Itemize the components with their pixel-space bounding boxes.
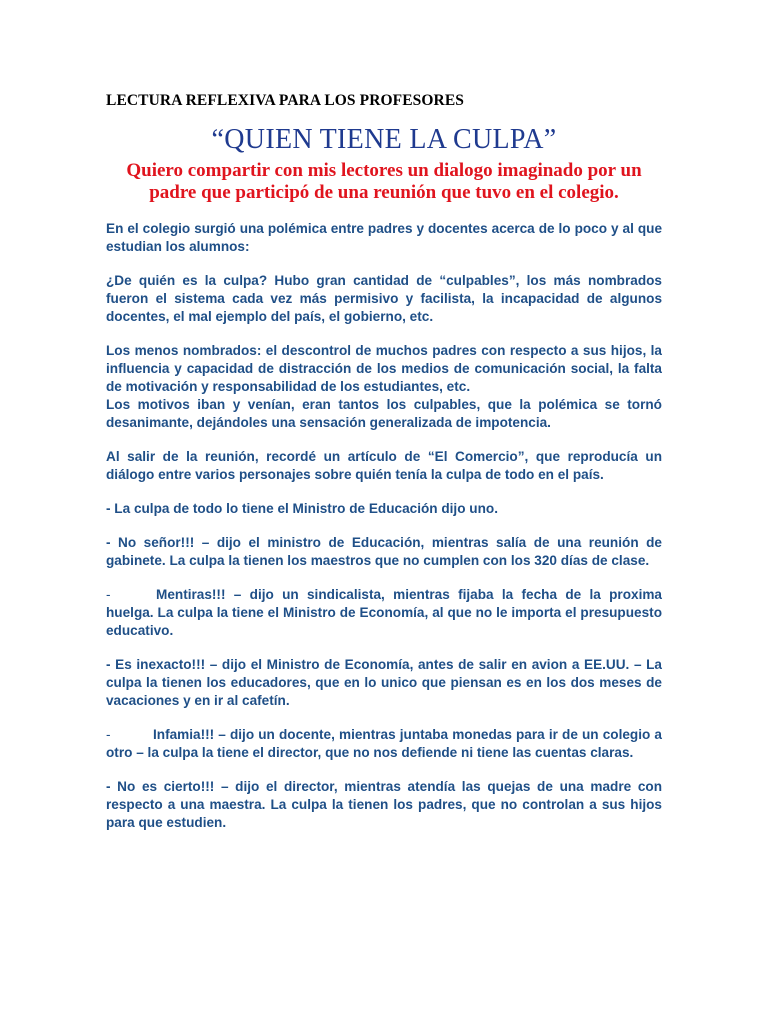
paragraph-intro: En el colegio surgió una polémica entre padres y docentes acerca de lo poco y al que estudian los alumnos: bbox=[106, 221, 662, 254]
document-subtitle: Quiero compartir con mis lectores un dialogo imaginado por un padre que participó de una reunión que tuvo en el colegio. bbox=[126, 160, 642, 203]
paragraph-docente bbox=[106, 726, 662, 762]
document-header: LECTURA REFLEXIVA PARA LOS PROFESORES bbox=[106, 92, 464, 109]
paragraph-no-senor: - No señor!!! – dijo el ministro de Educación, mientras salía de una reunión de gabinete. La culpa la tienen los maestros que no cumplen con los 320 días de clase. bbox=[106, 535, 662, 568]
paragraph-comercio: Al salir de la reunión, recordé un artículo de “El Comercio”, que reproducía un diálogo entre varios personajes sobre quién tenía la culpa de todo en el país. bbox=[106, 449, 662, 482]
paragraph-economia: - Es inexacto!!! – dijo el Ministro de Economía, antes de salir en avion a EE.UU. – La culpa la tienen los educadores, que en lo unico que piensan es en los dos meses de vacaciones y en ir al cafetín. bbox=[106, 657, 662, 708]
paragraph-ministro-educacion: - La culpa de todo lo tiene el Ministro de Educación dijo uno. bbox=[106, 501, 498, 516]
paragraph-motivos: Los motivos iban y venían, eran tantos los culpables, que la polémica se tornó desanimante, dejándoles una sensación generalizada de impotencia. bbox=[106, 397, 662, 430]
dialog-docente-text: Infamia!!! – dijo un docente, mientras juntaba monedas para ir de un colegio a otro – la culpa la tiene el director, que no nos defiende ni tiene las cuentas claras. bbox=[106, 727, 662, 760]
paragraph-culpa: ¿De quién es la culpa? Hubo gran cantidad de “culpables”, los más nombrados fueron el sistema cada vez más permisivo y facilista, la incapacidad de algunos docentes, el mal ejemplo del país, el gobierno, etc. bbox=[106, 273, 662, 324]
dialog-sindicalista-text: Mentiras!!! – dijo un sindicalista, mientras fijaba la fecha de la proxima huelga. La culpa la tiene el Ministro de Economía, al que no le importa el presupuesto educativo. bbox=[106, 587, 662, 638]
dialog-dash: - bbox=[106, 727, 111, 742]
paragraph-menos-nombrados: Los menos nombrados: el descontrol de muchos padres con respecto a sus hijos, la influencia y capacidad de distracción de los medios de comunicación social, la falta de motivación y responsabilidad de los estudiantes, etc. bbox=[106, 343, 662, 394]
dialog-dash: - bbox=[106, 587, 111, 602]
paragraph-director: - No es cierto!!! – dijo el director, mientras atendía las quejas de una madre con respecto a una maestra. La culpa la tienen los padres, que no controlan a sus hijos para que estudien. bbox=[106, 779, 662, 830]
paragraph-sindicalista bbox=[106, 586, 662, 640]
document-title: “QUIEN TIENE LA CULPA” bbox=[211, 124, 557, 155]
